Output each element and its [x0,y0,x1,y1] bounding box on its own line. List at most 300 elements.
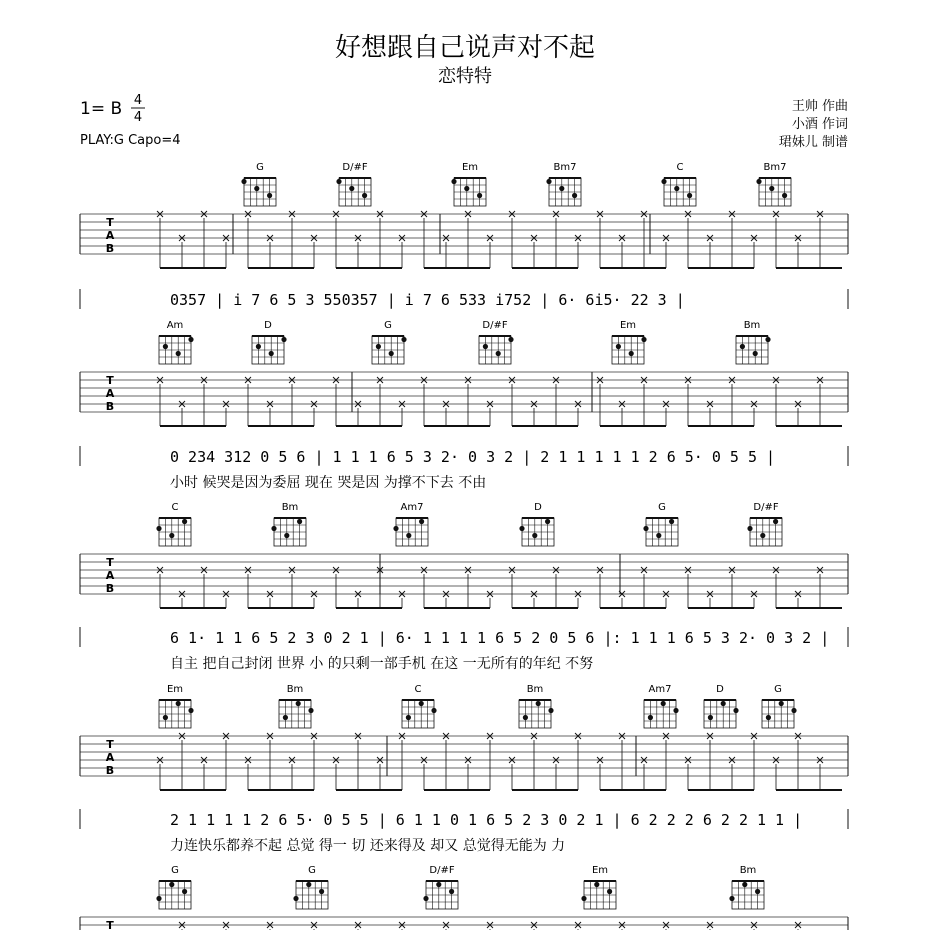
tab-note-mark [553,757,559,790]
finger-dot [336,179,341,184]
chord-diagram [756,162,791,206]
tab-note-mark [179,235,185,268]
tab-note-mark [817,377,823,426]
finger-dot [281,337,286,342]
chord-diagram [393,502,428,546]
finger-dot [188,708,193,713]
play-capo: PLAY:G Capo=4 [80,133,181,148]
tab-note-mark [685,567,691,608]
tab-note-mark [355,235,361,268]
tab-note-mark [245,757,251,790]
chord-name: C [676,162,684,173]
finger-dot [176,351,181,356]
finger-dot [389,351,394,356]
finger-dot [483,344,488,349]
tab-note-mark [399,922,405,930]
tab-note-mark [179,401,185,426]
chord-diagram [519,502,554,546]
tab-note-mark [487,235,493,268]
chord-diagram [159,320,194,364]
finger-dot [464,186,469,191]
tab-clef-letter: T [106,216,114,229]
tab-note-mark [157,757,163,790]
tab-note-mark [399,591,405,608]
chord-name: Am7 [648,684,672,695]
finger-dot [477,193,482,198]
tab-note-mark [509,377,515,426]
finger-dot [508,337,513,342]
finger-dot [791,708,796,713]
finger-dot [401,337,406,342]
tab-clef-letter: B [105,242,115,255]
finger-dot [742,882,747,887]
tab-note-mark [773,211,779,268]
tab-note-mark [597,211,603,268]
tab-note-mark [531,591,537,608]
tab-note-mark [619,733,625,790]
tab-note-mark [421,377,427,426]
tab-clef-letter: T [106,374,114,387]
tab-note-mark [223,401,229,426]
finger-dot [607,889,612,894]
tab-note-mark [817,567,823,608]
chord-diagram [159,684,194,728]
finger-dot [641,337,646,342]
chord-name: G [774,684,782,695]
tab-note-mark [773,377,779,426]
tab-note-mark [355,591,361,608]
chord-name: Bm [526,684,544,695]
systems-layer [80,162,848,930]
tab-clef-letter: B [105,764,115,777]
chord-name: G [308,865,316,876]
chord-name: Bm [739,865,757,876]
tab-note-mark [201,377,207,426]
tab-clef-letter: T [106,556,114,569]
tab-clef-letter: A [105,387,115,400]
tab-note-mark [223,591,229,608]
tab-note-mark [289,377,295,426]
finger-dot [406,533,411,538]
chord-diagram [156,502,191,546]
tab-note-mark [223,235,229,268]
tab-note-mark [729,757,735,790]
finger-dot [284,533,289,538]
tab-note-mark [443,922,449,930]
tab-note-mark [289,567,295,608]
chord-diagram [704,684,739,728]
tab-note-mark [707,591,713,608]
chord-name: Bm [286,684,304,695]
tab-clef-letter: T [106,919,114,930]
tab-note-mark [465,377,471,426]
tab-note-mark [311,401,317,426]
chord-diagram [519,684,554,728]
tab-note-mark [355,401,361,426]
tab-note-mark [399,401,405,426]
finger-dot [673,708,678,713]
tab-note-mark [311,591,317,608]
chord-name: G [171,865,179,876]
tab-note-mark [773,757,779,790]
finger-dot [755,889,760,894]
finger-dot [779,701,784,706]
chord-diagram [279,684,314,728]
credit-transcriber: 珺妹儿 制谱 [778,135,848,150]
jianpu-line: 6 1· 1 1 6 5 2 3 0 2 1 | 6· 1 1 1 1 6 5 2 0 5 6 |: 1 1 1 6 5 3 2· 0 3 2 | [170,629,830,647]
finger-dot [594,882,599,887]
tab-note-mark [795,733,801,790]
finger-dot [308,708,313,713]
tab-note-mark [795,922,801,930]
finger-dot [297,519,302,524]
finger-dot [349,186,354,191]
chord-name: D [264,320,272,331]
chord-name: G [256,162,264,173]
chord-name: Am [166,320,184,331]
finger-dot [182,519,187,524]
tab-note-mark [663,922,669,930]
tab-note-mark [201,567,207,608]
finger-dot [674,186,679,191]
tab-clef-letter: B [105,582,115,595]
tab-note-mark [663,235,669,268]
chord-diagram [372,320,407,364]
tab-note-mark [795,235,801,268]
chord-name: Bm7 [763,162,787,173]
tab-note-mark [619,922,625,930]
tab-note-mark [267,733,273,790]
finger-dot [241,179,246,184]
finger-dot [436,882,441,887]
chord-name: D/#F [482,320,508,331]
chord-diagram [402,684,437,728]
finger-dot [643,526,648,531]
lyric-line: 小时 候哭是因为委屈 现在 哭是因 为撑不下去 不由 [170,475,487,491]
finger-dot [747,526,752,531]
tab-note-mark [751,733,757,790]
tab-note-mark [311,733,317,790]
finger-dot [431,708,436,713]
finger-dot [169,882,174,887]
finger-dot [740,344,745,349]
tab-note-mark [575,591,581,608]
tab-note-mark [179,922,185,930]
chord-name: G [384,320,392,331]
chord-name: Bm [281,502,299,513]
finger-dot [188,337,193,342]
tab-note-mark [575,733,581,790]
tab-note-mark [399,235,405,268]
tab-note-mark [465,757,471,790]
finger-dot [733,708,738,713]
chord-name: Bm7 [553,162,577,173]
finger-dot [319,889,324,894]
chord-diagram [479,320,514,364]
tab-note-mark [179,591,185,608]
score-system [80,865,848,930]
chord-name: D/#F [753,502,779,513]
tab-clef-letter: A [105,569,115,582]
chord-name: G [658,502,666,513]
finger-dot [548,708,553,713]
tab-note-mark [157,211,163,268]
finger-dot [269,351,274,356]
tab-note-mark [201,211,207,268]
finger-dot [306,882,311,887]
tab-note-mark [531,922,537,930]
finger-dot [661,701,666,706]
tab-note-mark [421,567,427,608]
finger-dot [756,179,761,184]
chord-diagram [762,684,797,728]
finger-dot [169,533,174,538]
lyric-line: 自主 把自己封闭 世界 小 的只剩一部手机 在这 一无所有的年纪 不努 [170,656,594,672]
tab-note-mark [531,733,537,790]
tab-note-mark [443,733,449,790]
chord-name: D [534,502,542,513]
finger-dot [729,896,734,901]
tab-note-mark [333,567,339,608]
tab-note-mark [465,567,471,608]
finger-dot [393,526,398,531]
tab-note-mark [751,922,757,930]
chord-name: Bm [743,320,761,331]
tab-note-mark [509,211,515,268]
tab-note-mark [597,757,603,790]
lyric-line: 力连快乐都养不起 总觉 得一 切 还来得及 却又 总觉得无能为 力 [170,838,566,854]
tab-note-mark [333,211,339,268]
song-title: 好想跟自己说声对不起 [334,33,596,63]
tab-note-mark [487,733,493,790]
chord-name: C [171,502,179,513]
finger-dot [271,526,276,531]
tab-note-mark [663,591,669,608]
tab-clef-letter: T [106,738,114,751]
tab-note-mark [443,591,449,608]
tab-note-mark [619,235,625,268]
tab-note-mark [157,567,163,608]
tab-note-mark [223,922,229,930]
tab-note-mark [201,757,207,790]
chord-name: Em [461,162,479,173]
key-signature: 1= B [80,99,123,119]
tab-note-mark [267,235,273,268]
finger-dot [156,896,161,901]
chord-diagram [293,865,328,909]
chord-diagram [612,320,647,364]
song-artist: 恋特特 [438,66,492,87]
score-system [80,320,848,491]
tab-note-mark [729,211,735,268]
finger-dot [523,715,528,720]
tab-note-mark [355,922,361,930]
chord-name: Em [619,320,637,331]
tab-note-mark [421,211,427,268]
chord-name: D/#F [342,162,368,173]
finger-dot [267,193,272,198]
finger-dot [254,186,259,191]
time-signature-top: 4 [133,93,143,108]
chord-name: Em [591,865,609,876]
tab-note-mark [707,733,713,790]
tab-note-mark [641,567,647,608]
tab-note-mark [641,377,647,426]
finger-dot [760,533,765,538]
tab-note-mark [707,235,713,268]
tab-note-mark [729,377,735,426]
tab-note-mark [421,757,427,790]
finger-dot [661,179,666,184]
tab-note-mark [553,211,559,268]
chord-diagram [736,320,771,364]
chord-diagram [747,502,782,546]
finger-dot [536,701,541,706]
tab-note-mark [619,401,625,426]
chord-diagram [241,162,276,206]
chord-name: Am7 [400,502,424,513]
tab-note-mark [597,567,603,608]
finger-dot [362,193,367,198]
chord-diagram [661,162,696,206]
finger-dot [163,715,168,720]
finger-dot [419,701,424,706]
tab-note-mark [531,235,537,268]
tab-note-mark [509,757,515,790]
tab-note-mark [597,377,603,426]
finger-dot [376,344,381,349]
tab-note-mark [707,922,713,930]
finger-dot [656,533,661,538]
finger-dot [419,519,424,524]
finger-dot [572,193,577,198]
finger-dot [406,715,411,720]
finger-dot [256,344,261,349]
credit-lyricist: 小酒 作词 [791,117,848,132]
chord-diagram [156,865,191,909]
tab-note-mark [465,211,471,268]
tab-note-mark [553,377,559,426]
time-signature-bottom: 4 [133,110,143,125]
finger-dot [176,701,181,706]
finger-dot [546,179,551,184]
finger-dot [766,715,771,720]
tab-note-mark [707,401,713,426]
finger-dot [708,715,713,720]
finger-dot [753,351,758,356]
tab-note-mark [817,757,823,790]
jianpu-line: 0 234 312 0 5 6 | 1 1 1 6 5 3 2· 0 3 2 | 2 1 1 1 1 1 2 6 5· 0 5 5 | [170,448,776,466]
tab-note-mark [685,211,691,268]
jianpu-line: 0357 | i 7 6 5 3 550357 | i 7 6 533 i752 | 6· 6i5· 22 3 | [170,291,685,309]
chord-diagram [252,320,287,364]
finger-dot [669,519,674,524]
tab-clef-letter: A [105,751,115,764]
finger-dot [423,896,428,901]
chord-diagram [451,162,486,206]
tab-note-mark [355,733,361,790]
finger-dot [721,701,726,706]
tab-note-mark [179,733,185,790]
tab-note-mark [267,401,273,426]
tab-note-mark [333,757,339,790]
tab-note-mark [685,377,691,426]
tab-note-mark [245,211,251,268]
tab-clef-letter: A [105,229,115,242]
tab-note-mark [575,401,581,426]
tab-note-mark [773,567,779,608]
finger-dot [163,344,168,349]
finger-dot [581,896,586,901]
tab-note-mark [531,401,537,426]
chord-name: D/#F [429,865,455,876]
score-system [80,684,848,854]
tab-note-mark [487,401,493,426]
finger-dot [519,526,524,531]
tab-note-mark [575,235,581,268]
tab-note-mark [509,567,515,608]
tab-note-mark [795,591,801,608]
tab-note-mark [751,591,757,608]
tab-note-mark [245,377,251,426]
tab-note-mark [267,922,273,930]
tab-note-mark [377,757,383,790]
finger-dot [449,889,454,894]
tab-note-mark [443,235,449,268]
tab-note-mark [289,211,295,268]
finger-dot [182,889,187,894]
tab-note-mark [443,401,449,426]
chord-name: D [716,684,724,695]
tab-note-mark [223,733,229,790]
finger-dot [773,519,778,524]
jianpu-line: 2 1 1 1 1 2 6 5· 0 5 5 | 6 1 1 0 1 6 5 2 3 0 2 1 | 6 2 2 2 6 2 2 1 1 | [170,811,803,829]
finger-dot [648,715,653,720]
finger-dot [451,179,456,184]
tab-note-mark [267,591,273,608]
finger-dot [616,344,621,349]
finger-dot [496,351,501,356]
tab-note-mark [377,211,383,268]
tab-note-mark [663,733,669,790]
chord-name: C [414,684,422,695]
tab-note-mark [663,401,669,426]
finger-dot [283,715,288,720]
tab-note-mark [245,567,251,608]
chord-diagram [643,502,678,546]
tab-note-mark [817,211,823,268]
finger-dot [559,186,564,191]
tab-note-mark [575,922,581,930]
tab-note-mark [751,401,757,426]
tab-note-mark [729,567,735,608]
tab-clef-letter: B [105,400,115,413]
tab-note-mark [333,377,339,426]
tab-note-mark [487,922,493,930]
chord-diagram [644,684,679,728]
chord-diagram [729,865,764,909]
tab-note-mark [641,757,647,790]
tab-note-mark [377,377,383,426]
tab-note-mark [553,567,559,608]
chord-name: Em [166,684,184,695]
credit-composer: 王帅 作曲 [791,99,848,114]
finger-dot [629,351,634,356]
chord-diagram [423,865,458,909]
tab-note-mark [311,922,317,930]
finger-dot [769,186,774,191]
finger-dot [532,533,537,538]
